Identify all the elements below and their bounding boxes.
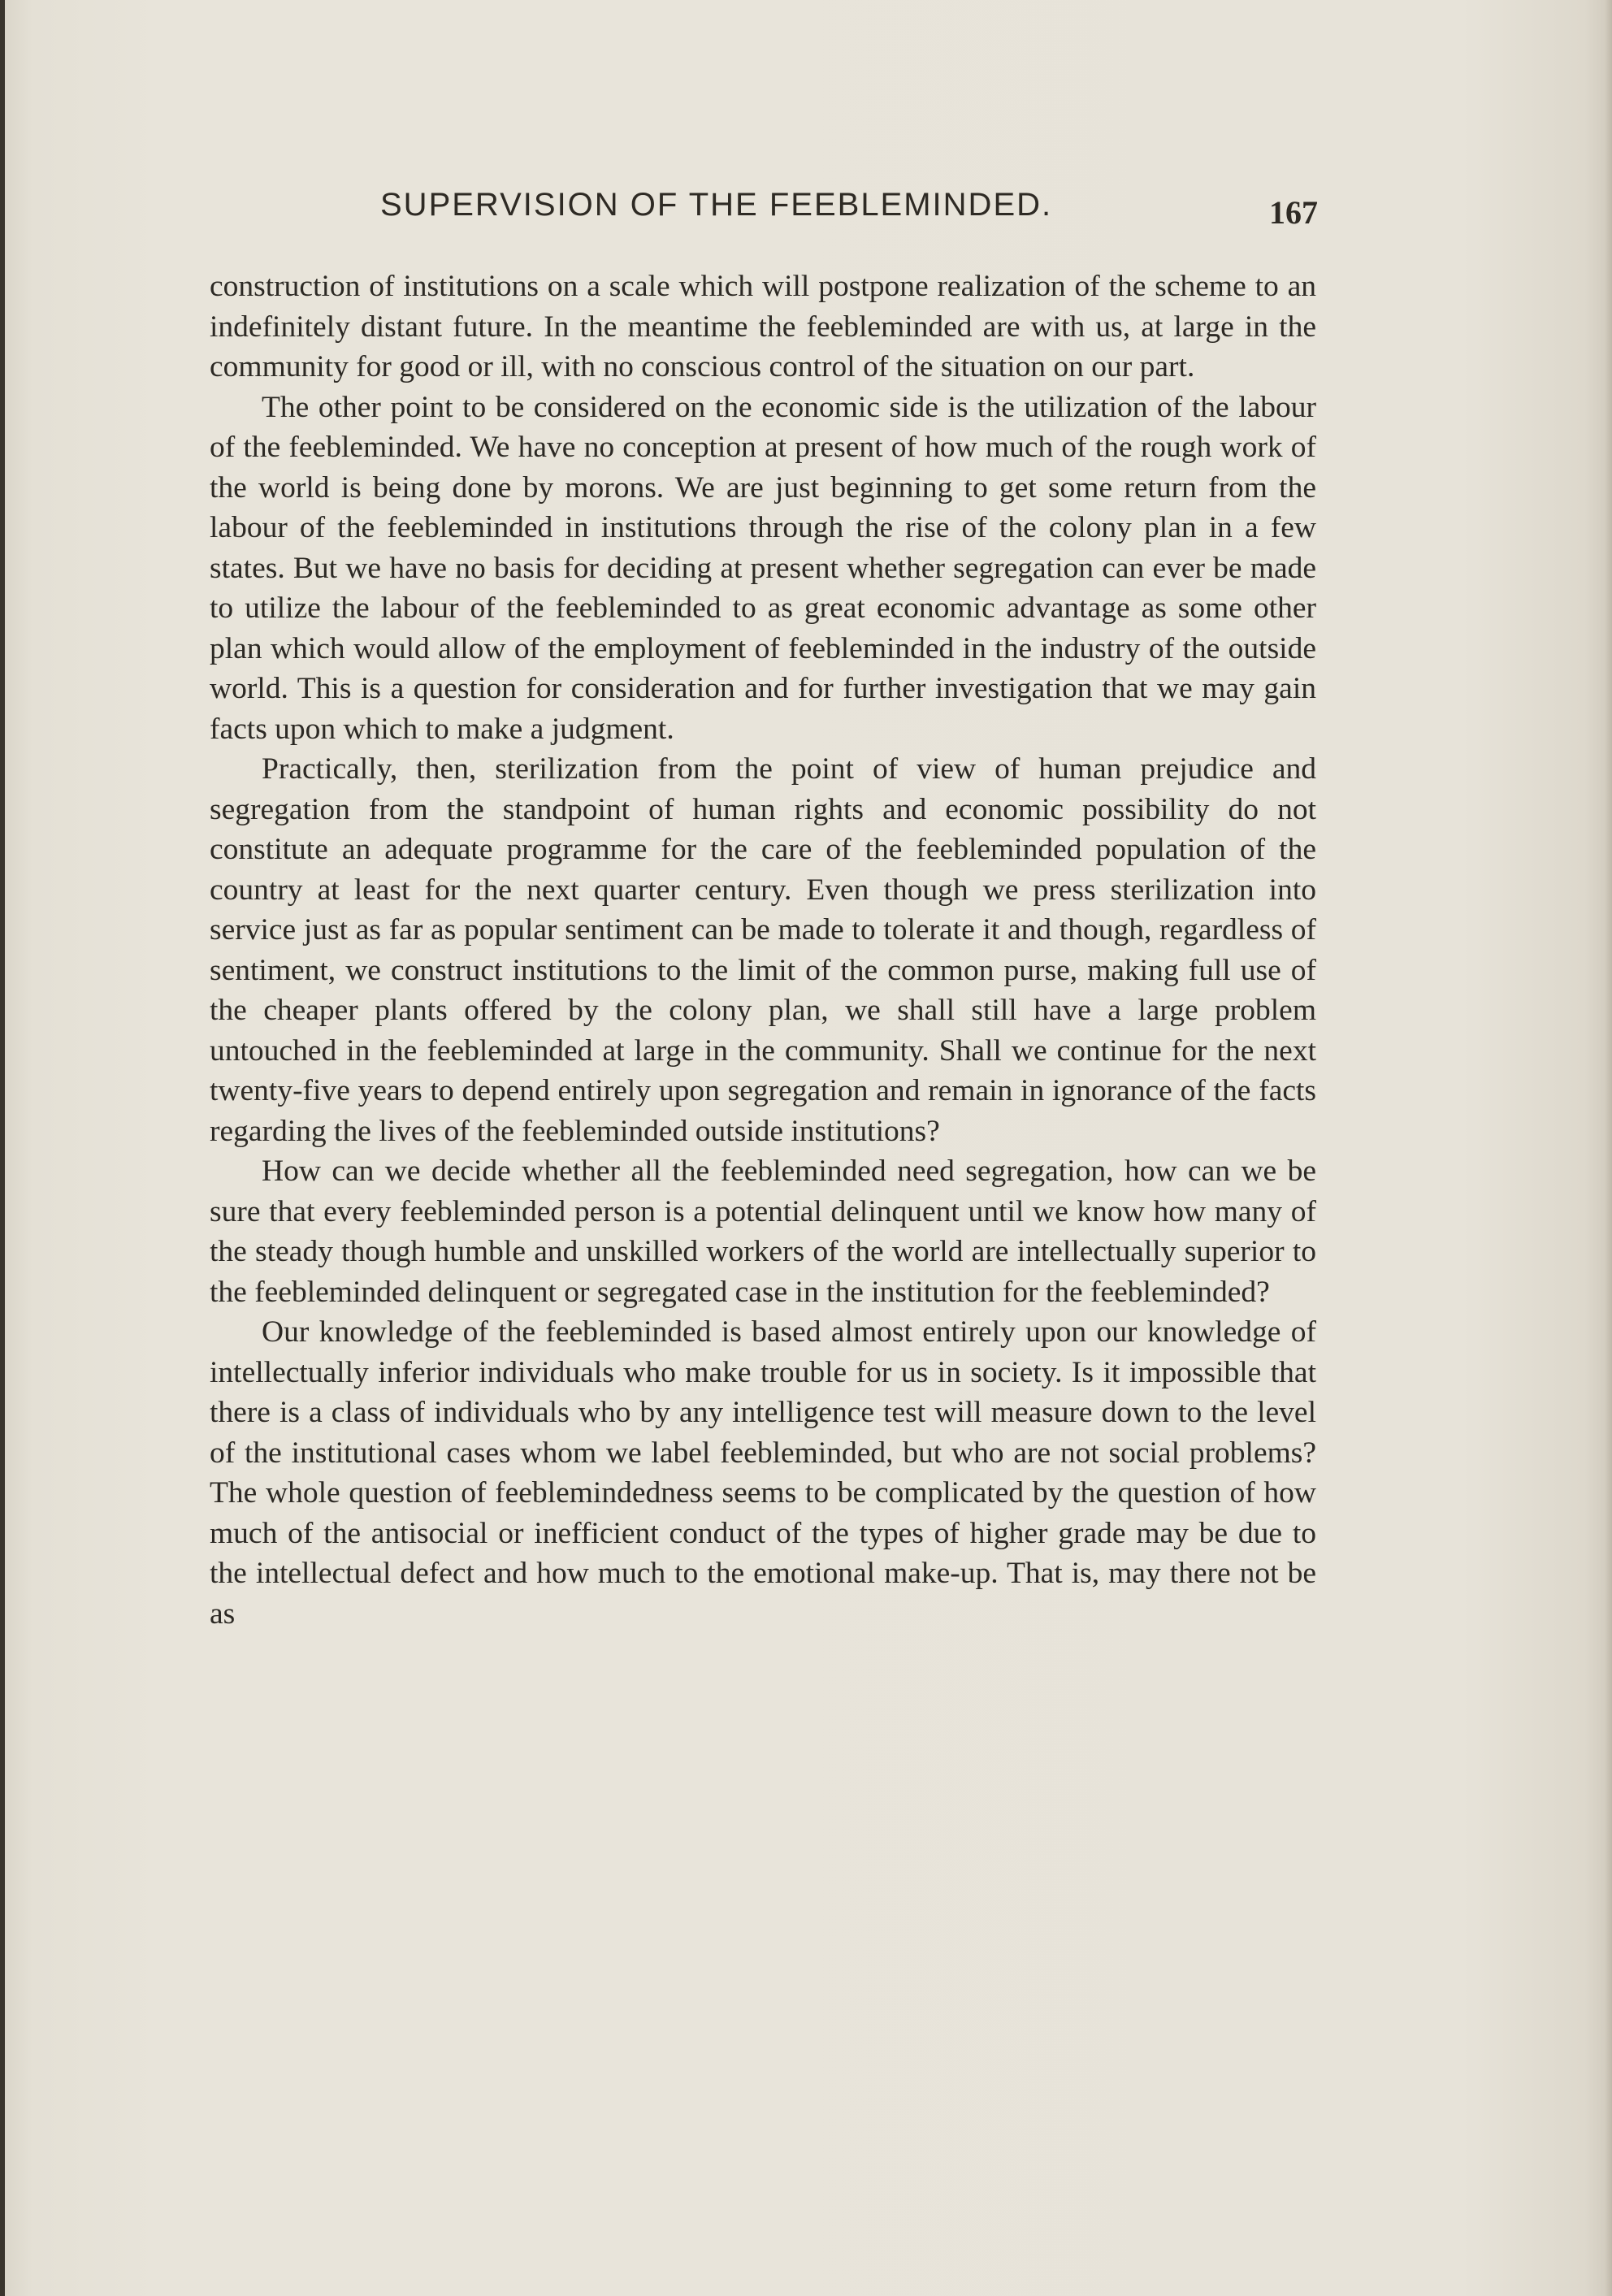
paragraph-knowledge-of-feebleminded: Our knowledge of the feebleminded is based almost entirely upon our knowledge of intellectually inferior individuals who make trouble for us in society. Is it impossible that there is a class of individuals who by any intelligence test will measure down to the level of the institutional cases whom we label feebleminded, but who are not social problems? The whole question of feeblemindedness seems to be complicated by the question of how much of the antisocial or inefficient conduct of the types of higher grade may be due to the intellectual defect and how much to the emotional make-up. That is, may there not be as — [210, 1315, 1316, 1631]
body-text — [210, 266, 1316, 1634]
paragraph-continued: construction of institutions on a scale which will postpone realization of the scheme to an indefinitely distant future. In the meantime the feebleminded are with us, at large in the community for good or ill, with no conscious control of the situation on our part. — [210, 270, 1316, 383]
page-header — [380, 187, 1323, 244]
page-outer-edge — [1604, 0, 1612, 2296]
paragraph-utilization-of-labour: The other point to be considered on the economic side is the utilization of the labour of the feebleminded. We have no conception at present of how much of the rough work of the world is being done by morons. We are just beginning to get some return from the labour of the feebleminded in institutions through the rise of the colony plan in a few states. But we have no basis for deciding at present whether segregation can ever be made to utilize the labour of the feebleminded to as great economic advantage as some other plan which would allow of the employment of feebleminded in the industry of the outside world. This is a question for consideration and for further investigation that we may gain facts upon which to make a judgment. — [210, 390, 1316, 746]
page-binding-edge — [0, 0, 5, 2296]
running-title: SUPERVISION OF THE FEEBLEMINDED. — [380, 187, 1053, 223]
paragraph-segregation-question: How can we decide whether all the feebleminded need segregation, how can we be sure that every feebleminded person is a potential delinquent until we know how many of the steady though humble and unskilled workers of the world are intellectually superior to the feebleminded delinquent or segregated case in the institution for the feebleminded? — [210, 1154, 1316, 1309]
paragraph-sterilization-segregation: Practically, then, sterilization from the point of view of human prejudice and segregation from the standpoint of human rights and economic possibility do not constitute an adequate programme for the care of the feebleminded population of the country at least for the next quarter century. Even though we press sterilization into service just as far as popular sentiment can be made to tolerate it and though, regardless of sentiment, we construct institutions to the limit of the common purse, making full use of the cheaper plants offered by the colony plan, we shall still have a large problem untouched in the feebleminded at large in the community. Shall we continue for the next twenty-five years to depend entirely upon segregation and remain in ignorance of the facts regarding the lives of the feebleminded outside institutions? — [210, 752, 1316, 1148]
page-number: 167 — [1269, 194, 1318, 231]
